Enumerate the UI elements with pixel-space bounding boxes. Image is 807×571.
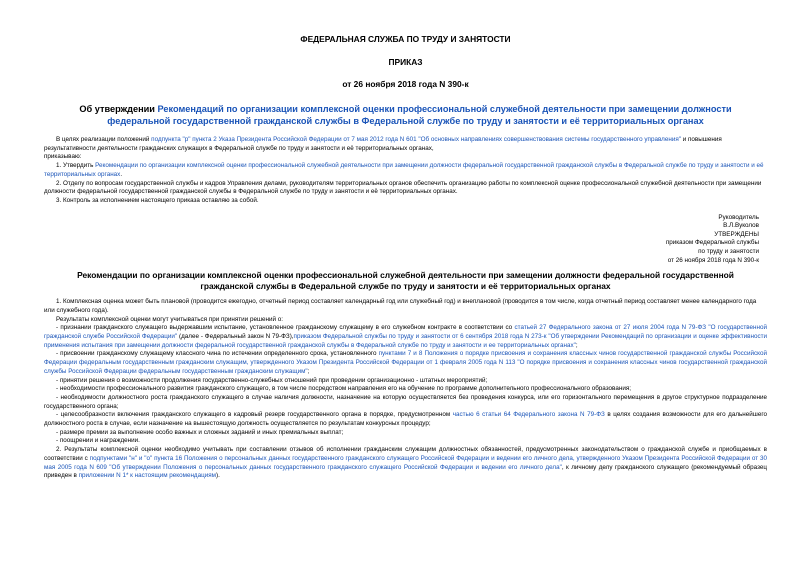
decree-609-link[interactable]: подпунктами "н" и "о" пункта 16 Положения о персональных данных государственного гражданского служащего Российской Федерации и ведении его личного дела, утвержденного Указом Президента Российской Федерации от 30 мая 2005 года N 609 "Об утверждении Положения о персональных данных государственного гражданского служащего Российской Федерации и ведении его личного дела"	[44, 454, 767, 471]
body-paragraph-1: 1. Комплексная оценка может быть плановой (проводится ежегодно, отчетный период составляет календарный год или служебный год) и внеплановой (проводится в том числе, когда отчетный период составляет менее календарного года или служебного года).	[44, 298, 757, 314]
body-item-reserve-text: - целесообразности включения гражданского служащего в кадровый резерв государственного органа в порядке, предусмотренном	[56, 411, 453, 419]
order-item-1-end: .	[120, 170, 123, 178]
signature-block	[44, 214, 767, 266]
body-paragraph-results-text-b: , к личному делу гражданского служащего (рекомендуемый образец приведен в	[44, 463, 768, 480]
body-item-probation	[44, 324, 767, 350]
body-paragraph-results-text: 2. Результаты комплексной оценки необходимо учитывать при составлении отзывов об исполнении гражданским служащим должностных обязанностей, предусмотренных законодательством о гражданской службе и приобщаемых в соответствии с	[44, 446, 767, 462]
body-paragraph-2: Результаты комплексной оценки могут учитываться при принятии решений о:	[56, 315, 284, 323]
order-item-3: 3. Контроль за исполнением настоящего приказа оставляю за собой.	[56, 196, 259, 204]
preamble-text-b: и повышения результативности деятельности гражданских служащих в Федеральной службе по труду и занятости и её территориальных органах,	[44, 136, 722, 152]
document-kind-heading: ПРИКАЗ	[388, 57, 423, 67]
organization-heading: ФЕДЕРАЛЬНАЯ СЛУЖБА ПО ТРУДУ И ЗАНЯТОСТИ	[300, 34, 511, 44]
decree-601-link[interactable]: подпункта "р" пункта 2 Указа Президента Российской Федерации от 7 мая 2012 года N 601 "Об основных направлениях совершенствования системы государственного управления"	[151, 136, 681, 143]
title-prefix: Об утверждении	[79, 104, 158, 114]
body-item-probation-text-b: (далее - Федеральный закон N 79-ФЗ),	[177, 333, 294, 340]
preamble-text-a: В целях реализации положений	[56, 136, 152, 143]
law-79fz-article27-link[interactable]: статьей 27 Федерального закона от 27 июля 2004 года N 79-ФЗ "О государственной гражданской службе Российской Федерации"	[44, 324, 767, 340]
body-item-growth: - необходимости должностного роста гражданского служащего в случае наличия должности, назначение на которую осуществляется без проведения конкурса, или его горизонтального перемещения в другое структурное подразделение государственного органа;	[44, 393, 767, 410]
signer-name: В.Л.Вуколов	[723, 222, 759, 230]
body-item-probation-end: ;	[575, 341, 578, 349]
approved-by-order: приказом Федеральной службы	[665, 239, 759, 247]
decree-113-link[interactable]: пунктами 7 и 8 Положения о порядке присвоения и сохранения классных чинов государственной гражданской службы Российской Федерации федеральным государственным гражданским служащим, утвержденного Указом Президента Российской Федерации от 1 февраля 2005 года N 113 "О порядке присвоения и сохранения классных чинов государственной гражданской службы Российской Федерации федеральным государственным гражданским служащим"	[44, 350, 767, 375]
body-item-awards: - поощрении и награждении.	[56, 437, 140, 445]
order-word: приказываю:	[44, 153, 82, 161]
body-item-bonus: - размере премии за выполнение особо важных и сложных заданий и иных премиальных выплат;	[56, 428, 344, 436]
approved-label: УТВЕРЖДЕНЫ	[714, 230, 759, 238]
body-item-reserve-end: в целях создания возможности для его дальнейшего должностного роста в случае, если назначение на вышестоящую должность осуществляется по результатам конкурсных процедур;	[44, 411, 767, 428]
body-paragraph-results	[44, 446, 767, 481]
body-item-reserve	[44, 411, 767, 428]
document-date-heading: от 26 ноября 2018 года N 390-к	[342, 79, 469, 89]
appendix-1-link[interactable]: приложении N 1* к настоящим рекомендациям	[78, 472, 216, 480]
body-item-class-rank-end: ;	[307, 367, 310, 375]
body-item-probation-text: - признании гражданского служащего выдержавшим испытание, установленное гражданскому служащему в его служебном контракте в соответствии со	[56, 324, 515, 332]
signer-role: Руководитель	[718, 213, 759, 221]
body-item-development: - необходимости профессионального развития гражданского служащего, в том числе посредством направления его на обучение по программе дополнительного профессионального образования;	[56, 385, 631, 393]
body-item-continuation: - принятии решения о возможности продолжения государственно-служебных отношений при проведении организационно - штатных мероприятий;	[56, 376, 488, 384]
recommendations-title: Рекомендации по организации комплексной оценки профессиональной служебной деятельности при замещении должности федеральной государственной гражданской службы в Федеральной службе по труду и занятости и её территориальных органах	[77, 270, 734, 292]
document-title	[50, 103, 761, 127]
body-item-class-rank-text: - присвоении гражданскому служащему классного чина по истечении определенного срока, установленного	[56, 350, 379, 358]
order-item-1-text: 1. Утвердить	[56, 162, 96, 170]
title-link[interactable]: Рекомендаций по организации комплексной оценки профессиональной служебной деятельности при замещении должности федеральной государственной гражданской службы в Федеральной службе по труду и занятости и её территориальных органах	[107, 104, 732, 126]
recommendations-link[interactable]: Рекомендации по организации комплексной оценки профессиональной служебной деятельности при замещении должности федеральной государственной гражданской службы в Федеральной службе по труду и занятости и её территориальных органах	[44, 162, 764, 178]
preamble-paragraph	[44, 136, 767, 153]
law-79fz-article64-link[interactable]: частью 6 статьи 64 Федерального закона N 79-ФЗ	[452, 411, 605, 419]
approved-date: от 26 ноября 2018 года N 390-к	[667, 256, 759, 264]
order-273k-link[interactable]: приказом Федеральной службы по труду и занятости от 6 сентября 2018 года N 273-к "Об утверждении Рекомендаций по организации и оценке эффективности применения испытания при замещении должности федеральной государственной гражданской службы в Федеральной службе по труду и занятости и ее территориальных органах"	[44, 333, 768, 349]
body-paragraph-results-end: ).	[215, 472, 220, 480]
order-item-2: 2. Отделу по вопросам государственной службы и кадров Управления делами, руководителям территориальных органов обеспечить организацию работы по комплексной оценке профессиональной служебной деятельности при замещении должности федеральной государственной гражданской службы в Федеральной службе по труду и занятости и её территориальных органах.	[44, 179, 762, 196]
order-item-1	[44, 162, 767, 179]
body-item-class-rank	[44, 350, 767, 376]
approved-service: по труду и занятости	[698, 248, 759, 255]
